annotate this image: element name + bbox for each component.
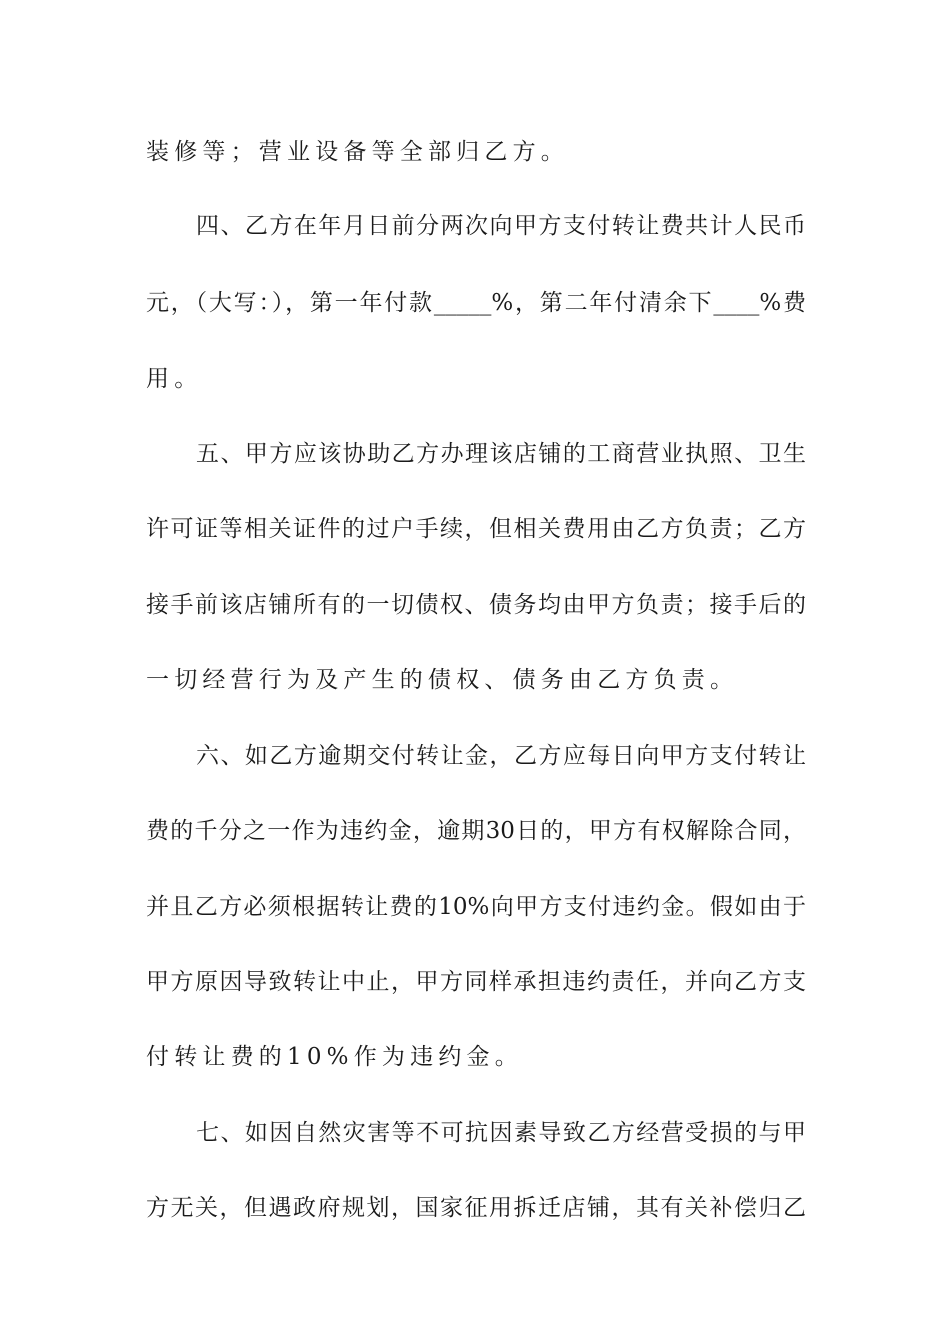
text-line: 一切经营行为及产生的债权、债务由乙方负责。 xyxy=(146,667,739,693)
paragraph-first-line: 六、如乙方逾期交付转让金，乙方应每日向甲方支付转让 xyxy=(196,743,806,769)
text-line: 许可证等相关证件的过户手续，但相关费用由乙方负责；乙方 xyxy=(146,516,806,542)
paragraph-first-line: 七、如因自然灾害等不可抗因素导致乙方经营受损的与甲 xyxy=(196,1120,806,1146)
paragraph-first-line: 五、甲方应该协助乙方办理该店铺的工商营业执照、卫生 xyxy=(196,441,806,467)
paragraph-first-line: 四、乙方在年月日前分两次向甲方支付转让费共计人民币 xyxy=(196,213,806,239)
text-line: 接手前该店铺所有的一切债权、债务均由甲方负责；接手后的 xyxy=(146,592,806,618)
text-line: 装修等；营业设备等全部归乙方。 xyxy=(146,139,569,165)
text-line: 费的千分之一作为违约金，逾期30日的，甲方有权解除合同， xyxy=(146,818,806,844)
text-line: 并且乙方必须根据转让费的10%向甲方支付违约金。假如由于 xyxy=(146,894,806,920)
text-line: 用。 xyxy=(146,366,203,392)
text-line: 方无关，但遇政府规划，国家征用拆迁店铺，其有关补偿归乙 xyxy=(146,1195,806,1221)
text-line: 元，（大写：），第一年付款_____%，第二年付清余下____%费 xyxy=(146,290,806,316)
text-line: 付转让费的10%作为违约金。 xyxy=(146,1044,523,1070)
text-line: 甲方原因导致转让中止，甲方同样承担违约责任，并向乙方支 xyxy=(146,969,806,995)
